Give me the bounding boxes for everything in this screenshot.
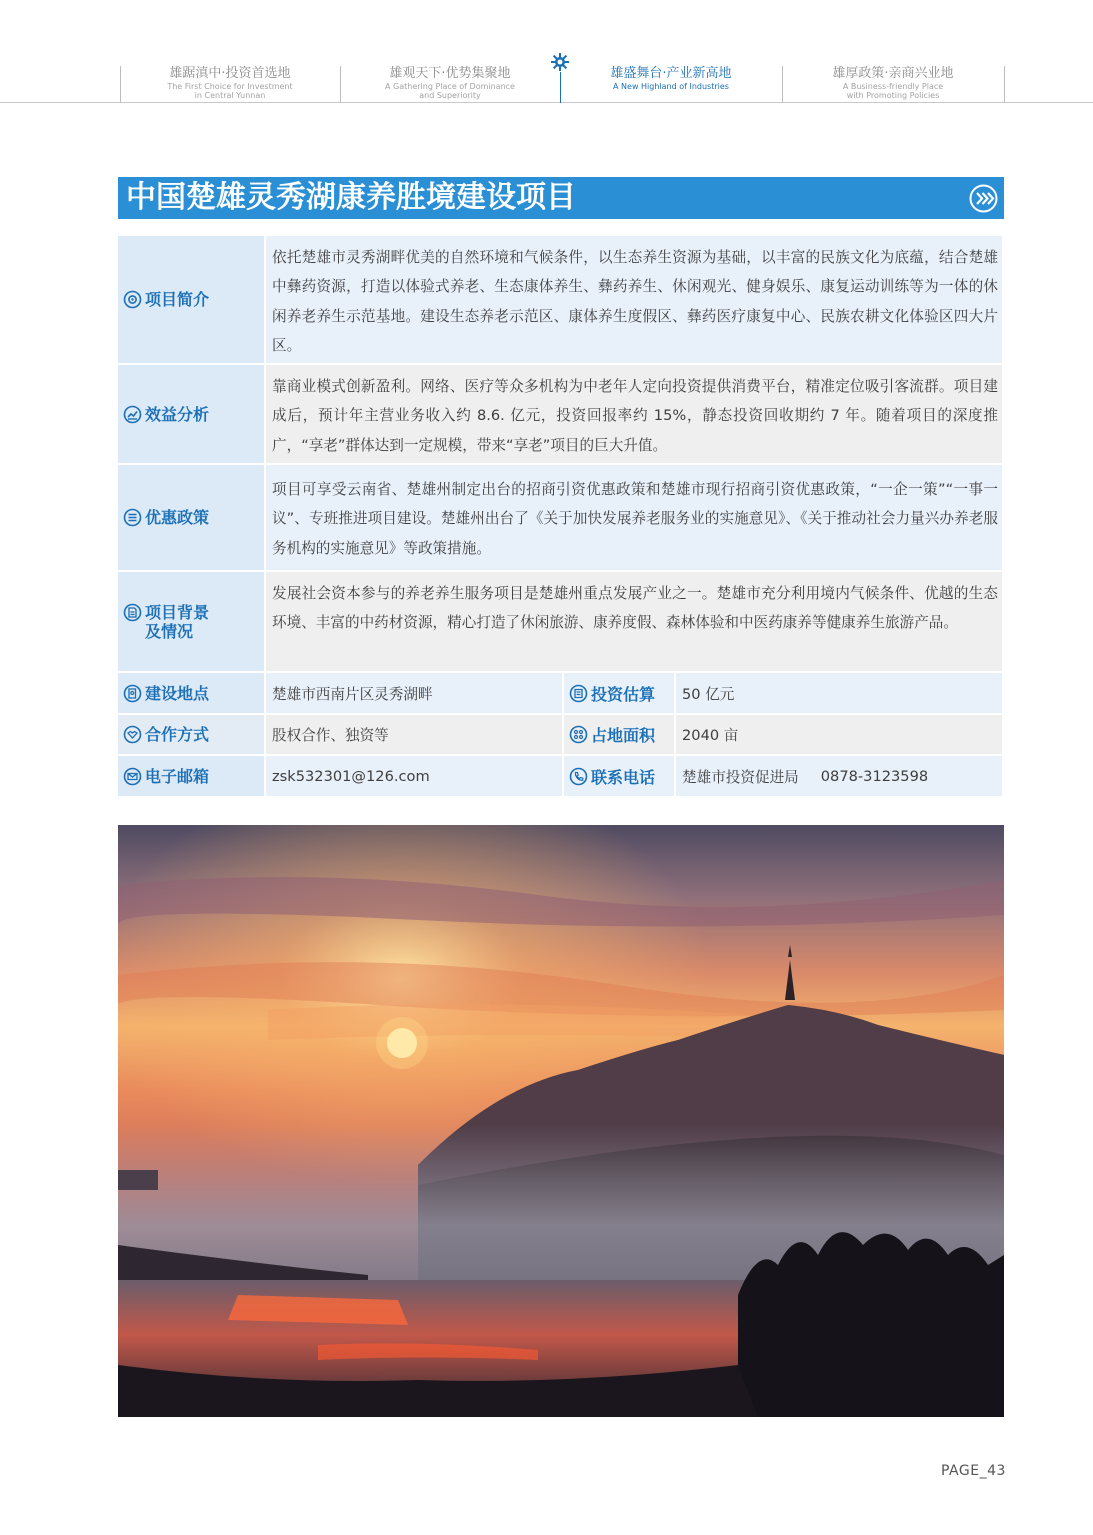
investment-label-text: 投资估算 xyxy=(591,684,656,704)
sunset-lake-photo xyxy=(118,825,1004,1417)
nav-divider-line xyxy=(0,102,1093,103)
gear-icon xyxy=(551,53,569,71)
project-title-banner xyxy=(118,177,1004,219)
row-label xyxy=(118,756,264,796)
money-icon xyxy=(569,684,588,703)
investment-label xyxy=(564,673,674,713)
row-label xyxy=(118,365,264,463)
nav-item-dominance[interactable] xyxy=(340,66,560,100)
row-label xyxy=(118,236,264,363)
row-body-text: 项目可享受云南省、楚雄州制定出台的招商引资优惠政策和楚雄市现行招商引资优惠政策，“一企一策”“一事一议”、专班推进项目建设。楚雄州出台了《关于加快发展养老服务业的实施意见》、《关于推动社会力量兴办养老服务机构的实施意见》等政策措施。 xyxy=(266,465,1002,570)
row-preferential-policy xyxy=(118,465,1002,570)
row-benefit-analysis xyxy=(118,365,1002,463)
phone-number[interactable]: 0878-3123598 xyxy=(820,767,929,785)
double-chevron-right-icon[interactable] xyxy=(969,184,998,213)
cooperation-value: 股权合作、独资等 xyxy=(266,715,562,754)
nav-item-subtitle: A New Highland of Industries xyxy=(613,82,729,91)
row-label-text: 电子邮箱 xyxy=(145,766,210,786)
row-email-phone xyxy=(118,756,1002,796)
phone-value xyxy=(676,756,1002,796)
row-body-text: 靠商业模式创新盈利。网络、医疗等众多机构为中老年人定向投资提供消费平台，精准定位吸引客流群。项目建成后，预计年主营业务收入约 8.6. 亿元，投资回报率约 15%，静态投资回收期约 7 年。随着项目的深度推广，“享老”群体达到一定规模，带来“享老”项目的巨大升值。 xyxy=(266,365,1002,463)
row-project-background xyxy=(118,572,1002,671)
nav-item-subtitle: A Business-friendly Place xyxy=(842,82,944,91)
nav-item-subtitle: and Superiority xyxy=(419,91,481,100)
location-icon xyxy=(123,684,142,703)
nav-item-subtitle: with Promoting Policies xyxy=(846,91,940,100)
handshake-icon xyxy=(123,725,142,744)
row-location-investment xyxy=(118,673,1002,713)
phone-label-text: 联系电话 xyxy=(591,767,656,787)
nav-item-subtitle: The First Choice for Investment xyxy=(167,82,293,91)
mail-icon xyxy=(123,767,142,786)
location-value: 楚雄市西南片区灵秀湖畔 xyxy=(266,673,562,713)
chart-icon xyxy=(123,405,142,424)
nav-item-title: 雄观天下·优势集聚地 xyxy=(389,66,511,81)
investment-value: 50 亿元 xyxy=(676,673,1002,713)
nav-item-industries[interactable] xyxy=(561,66,781,91)
nav-item-policies[interactable] xyxy=(783,66,1003,100)
row-label-text: 效益分析 xyxy=(145,404,210,424)
row-label-text: 项目简介 xyxy=(145,290,210,309)
nav-item-title: 雄盛舞台·产业新高地 xyxy=(610,66,732,81)
area-value: 2040 亩 xyxy=(676,715,1002,754)
list-icon xyxy=(123,508,142,527)
top-navigation xyxy=(0,0,1093,105)
email-value[interactable]: zsk532301@126.com xyxy=(266,756,562,796)
area-label xyxy=(564,715,674,754)
row-label xyxy=(118,572,264,671)
row-label xyxy=(118,465,264,570)
row-body-text: 依托楚雄市灵秀湖畔优美的自然环境和气候条件，以生态养生资源为基础，以丰富的民族文化为底蕴，结合楚雄中彝药资源，打造以体验式养老、生态康体养生、彝药养生、休闲观光、健身娱乐、康复运动训练等为一体的休闲养老养生示范基地。建设生态养老示范区、康体养生度假区、彝药医疗康复中心、民族农耕文化体验区四大片区。 xyxy=(266,236,1002,363)
phone-icon xyxy=(569,767,588,786)
row-label-text-line2: 及情况 xyxy=(145,621,194,641)
document-icon xyxy=(123,603,142,622)
row-project-intro xyxy=(118,236,1002,363)
row-body-text: 发展社会资本参与的养老养生服务项目是楚雄州重点发展产业之一。楚雄市充分利用境内气候条件、优越的生态环境、丰富的中药材资源，精心打造了休闲旅游、康养度假、森林体验和中医药康养等健康养生旅游产品。 xyxy=(266,572,1002,671)
grid-icon xyxy=(569,725,588,744)
nav-item-investment[interactable] xyxy=(120,66,340,100)
phone-label xyxy=(564,756,674,796)
row-label-text: 建设地点 xyxy=(145,683,210,703)
row-cooperation-area xyxy=(118,715,1002,754)
row-label-text: 项目背景 xyxy=(145,602,210,622)
gear-circle-icon xyxy=(123,290,142,309)
nav-separator xyxy=(1004,66,1005,103)
phone-org: 楚雄市投资促进局 xyxy=(682,768,799,786)
nav-item-subtitle: A Gathering Place of Dominance xyxy=(385,82,515,91)
row-label-text: 合作方式 xyxy=(145,725,210,744)
row-label xyxy=(118,715,264,754)
page-number: PAGE_43 xyxy=(941,1463,1006,1479)
row-label xyxy=(118,673,264,713)
project-title: 中国楚雄灵秀湖康养胜境建设项目 xyxy=(126,180,576,215)
sunset-lake-image xyxy=(118,825,1004,1417)
nav-item-subtitle: in Central Yunnan xyxy=(194,91,266,100)
row-label-text: 优惠政策 xyxy=(145,508,210,527)
area-label-text: 占地面积 xyxy=(591,726,656,745)
nav-item-title: 雄厚政策·亲商兴业地 xyxy=(832,66,954,81)
nav-item-title: 雄踞滇中·投资首选地 xyxy=(169,66,291,81)
